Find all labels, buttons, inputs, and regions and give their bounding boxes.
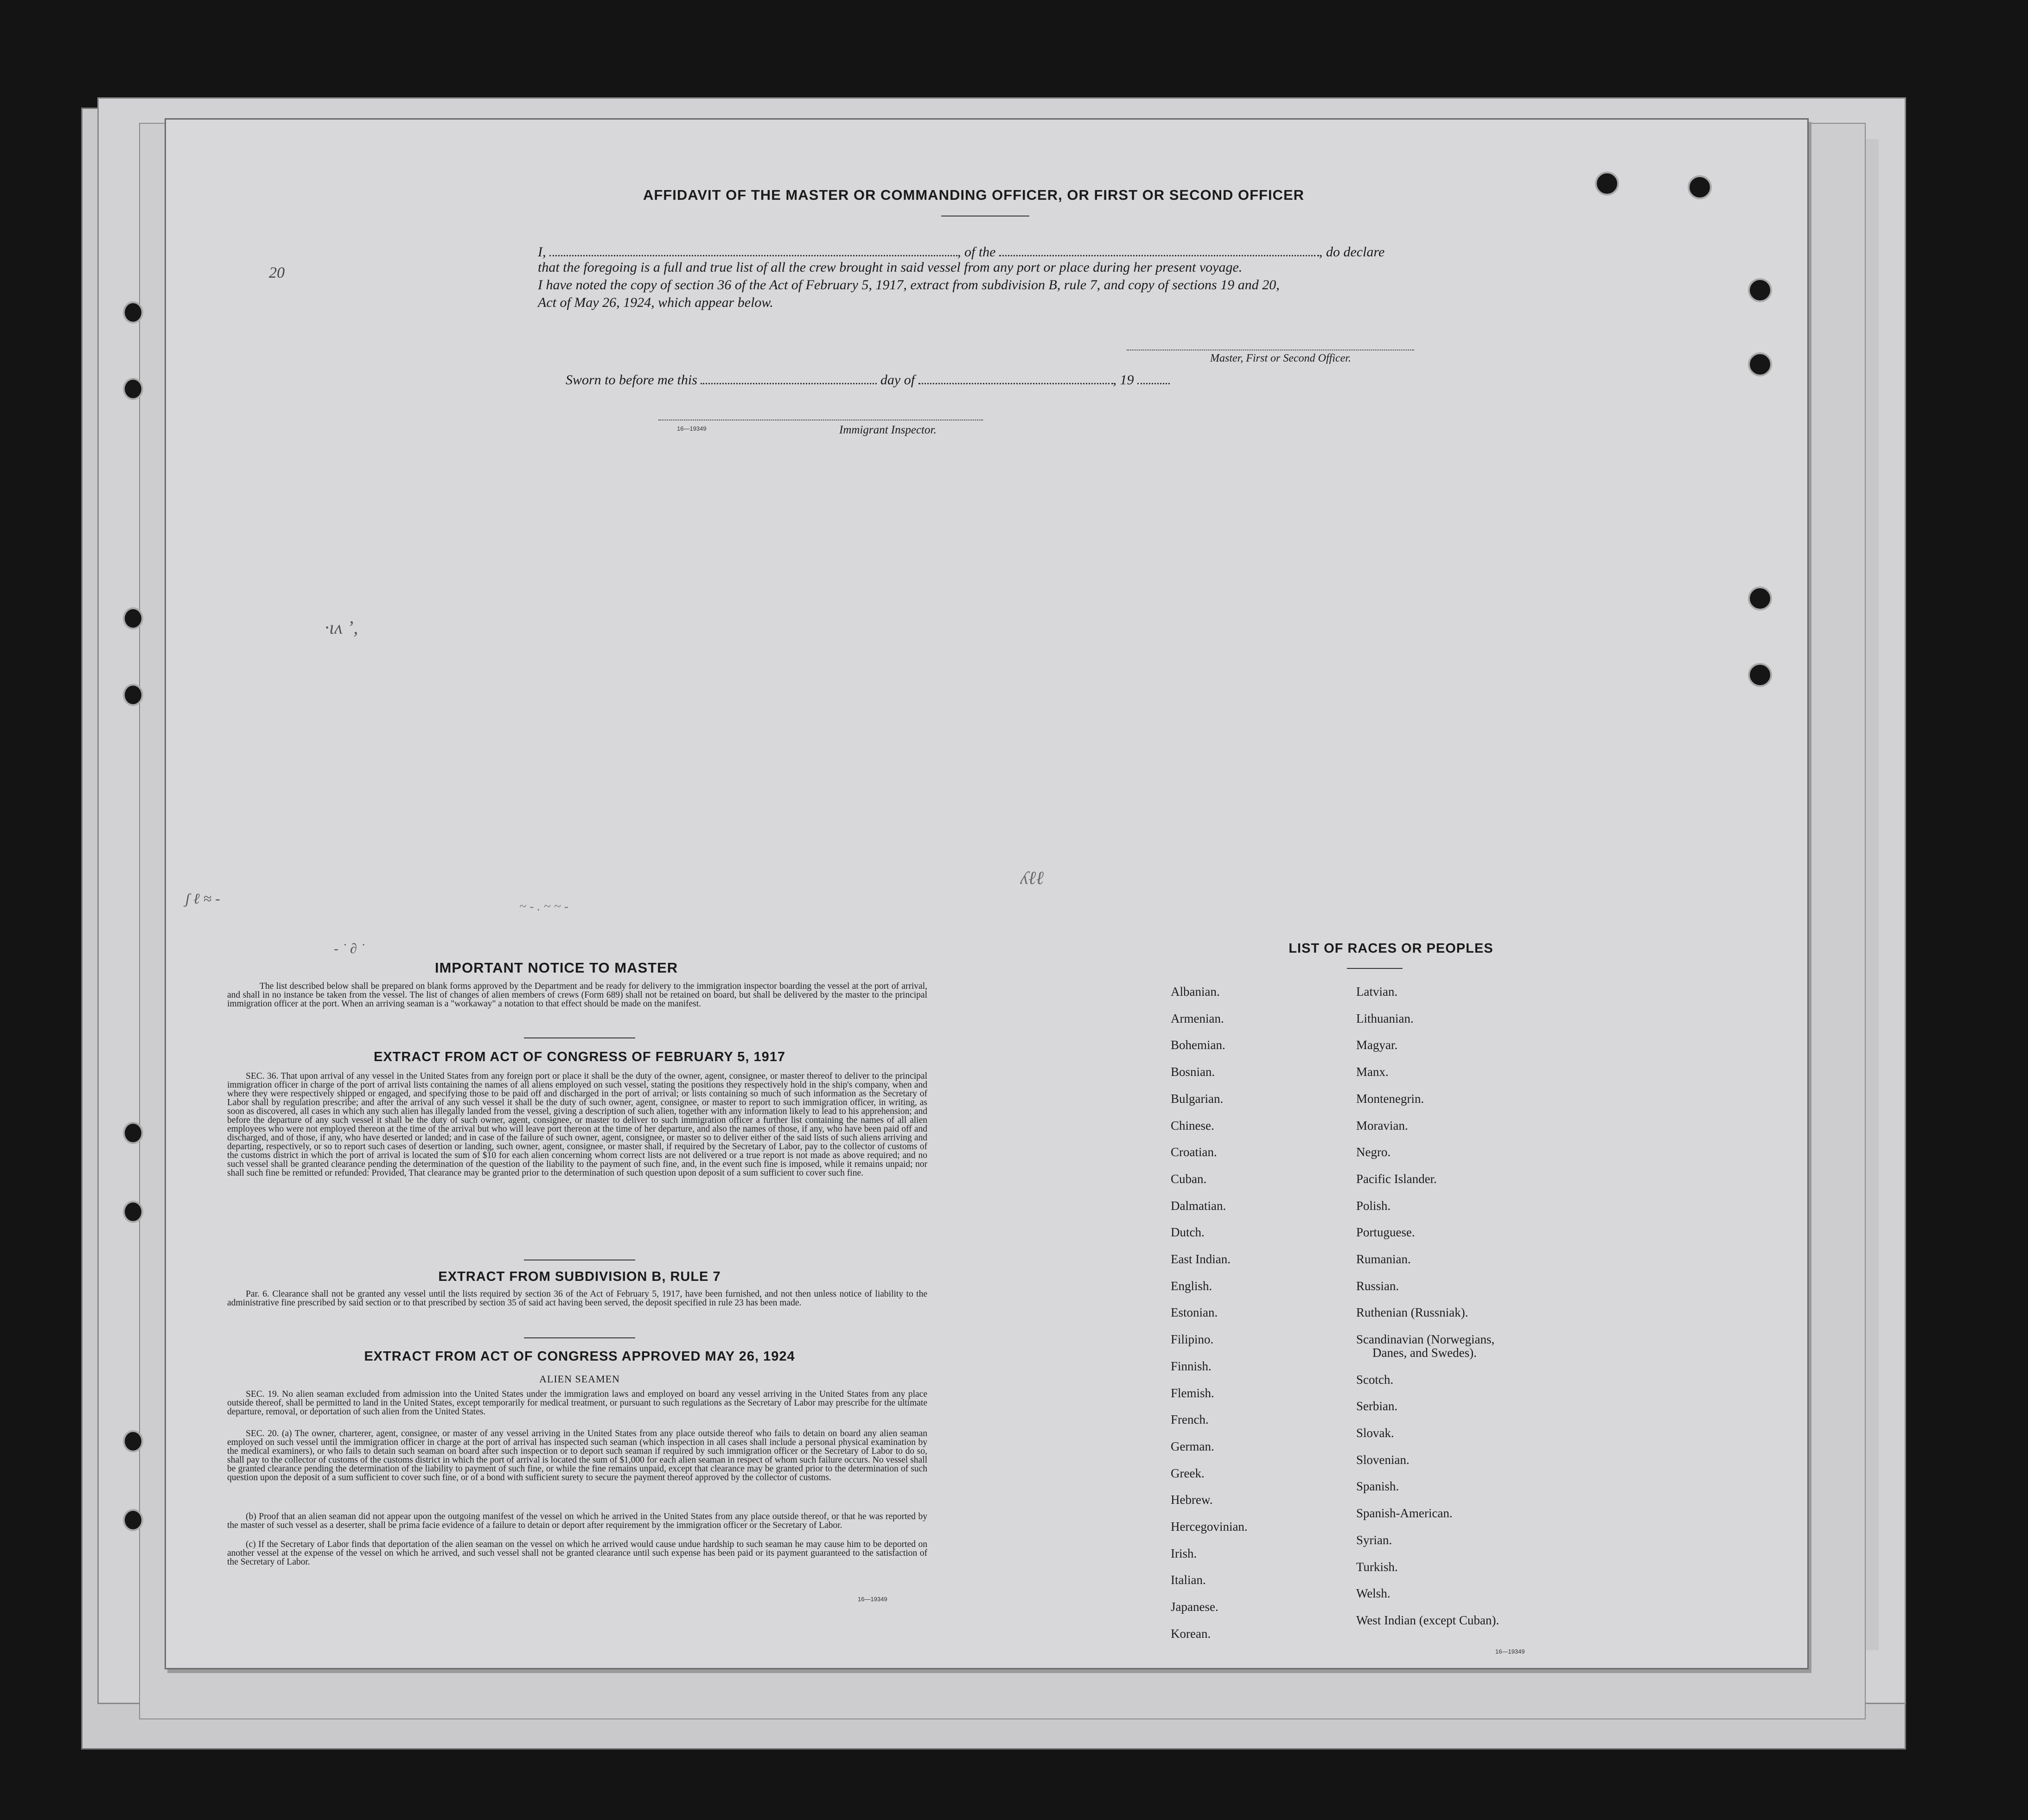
sec-20a-text: SEC. 20. (a) The owner, charterer, agent, consignee, or master of any vessel arriving in the United States from any place outside thereof who fails to detain on board any alien seaman employed on such vessel until the immigration officer in charge at the port of arrival has inspected such seaman (which inspection in all cases shall include a personal physical examination by the medical examiners), or who fails to detain such seaman on board after such inspection or to deport such seaman if required by such immigration officer or the Secretary of Labor to do so, shall pay to the collector of customs of the customs district in which the port of arrival is located the sum of $1,000 for each alien seaman in respect of whom such failure occurs. No vessel shall be granted clearance pending the determination of the liability to payment of such fine, or while the fine remains unpaid, except that clearance may be granted prior to the determination of such question upon the deposit of a sum sufficient to cover such fine, or of a bond with sufficient surety to secure the payment thereof approved by the collector of customs. <box>227 1429 927 1483</box>
form-number: 16—19349 <box>858 1596 887 1603</box>
inspector-label: Immigrant Inspector. <box>839 424 937 436</box>
master-label: Master, First or Second Officer. <box>1210 352 1351 364</box>
race-item: Estonian. <box>1171 1305 1218 1320</box>
sec-20c-text: (c) If the Secretary of Labor finds that deportation of the alien seaman on the vessel on which he arrived would cause undue hardship to such seaman he may cause him to be deported on another vessel at the expense of the vessel on which he arrived, and such vessel shall not be granted clearance until such expense has been paid or its payment guaranteed to the satisfaction of the Secretary of Labor. <box>227 1540 927 1567</box>
race-item: Dalmatian. <box>1171 1198 1226 1213</box>
race-item: Hercegovinian. <box>1171 1520 1248 1534</box>
race-item: East Indian. <box>1171 1252 1231 1266</box>
name-field[interactable] <box>549 241 957 256</box>
notice-title: IMPORTANT NOTICE TO MASTER <box>434 960 678 976</box>
races-title: LIST OF RACES OR PEOPLES <box>1288 941 1493 956</box>
race-item: Spanish-American. <box>1356 1506 1453 1521</box>
race-item: Chinese. <box>1171 1118 1214 1133</box>
affidavit-text-line: Act of May 26, 1924, which appear below. <box>538 295 773 310</box>
affidavit-i-label: I, <box>538 244 546 260</box>
affidavit-of-label: , of the <box>957 244 996 260</box>
race-item: Danes, and Swedes). <box>1372 1345 1477 1360</box>
form-number: 16—19349 <box>677 425 707 432</box>
race-item: Latvian. <box>1356 985 1398 999</box>
race-item: Slovak. <box>1356 1426 1394 1440</box>
race-item: Welsh. <box>1356 1586 1390 1601</box>
affidavit-text-line: I have noted the copy of section 36 of the Act of February 5, 1917, extract from subdivision B, rule 7, and copy of sections 19 and 20, <box>538 277 1280 293</box>
notice-text: The list described below shall be prepared on blank forms approved by the Department and be ready for delivery to the immigration inspector boarding the vessel at the port of arrival, and shall in no instance be taken from the vessel. The list of changes of alien members of crews (Form 689) shall not be retained on board, but shall be delivered by the master to the principal immigration officer at the port. When an arriving seaman is a "workaway" a notation to that effect should be made on the manifest. <box>227 981 927 1009</box>
race-item: Albanian. <box>1171 985 1220 999</box>
alien-seamen-subtitle: ALIEN SEAMEN <box>539 1373 620 1385</box>
race-item: Italian. <box>1171 1573 1206 1587</box>
race-item: Armenian. <box>1171 1011 1224 1025</box>
punch-hole <box>123 301 143 324</box>
race-item: Scandinavian (Norwegians, <box>1356 1332 1495 1347</box>
handwritten-mark: - ˙ ∂ ˙ <box>334 941 365 956</box>
punch-hole <box>1748 352 1772 376</box>
divider <box>524 1337 635 1338</box>
divider <box>524 1037 635 1038</box>
punch-hole <box>1688 175 1712 199</box>
race-item: Flemish. <box>1171 1386 1214 1400</box>
rule7-title: EXTRACT FROM SUBDIVISION B, RULE 7 <box>438 1269 721 1284</box>
race-item: Cuban. <box>1171 1171 1207 1186</box>
punch-hole <box>123 1201 143 1223</box>
rule7-text: Par. 6. Clearance shall not be granted any vessel until the lists required by section 36 of the Act of February 5, 1917, have been furnished, and not then unless notice of liability to the administrative fine prescribed by said section or to that prescribed by section 35 of said act having been served, the deposit specified in rule 23 has been made. <box>227 1289 927 1308</box>
year-label: , 19 <box>1113 372 1134 388</box>
sec-20b-text: (b) Proof that an alien seaman did not appear upon the outgoing manifest of the vessel on which he arrived in the United States from any place outside thereof, or that he was reported by the master of such vessel as a deserter, shall be prima facie evidence of a failure to detain or deport after requirement by the immigration officer or the Secretary of Labor. <box>227 1512 927 1530</box>
race-item: English. <box>1171 1279 1212 1293</box>
sworn-date-field[interactable] <box>701 369 877 384</box>
race-item: Lithuanian. <box>1356 1011 1414 1025</box>
race-item: Croatian. <box>1171 1145 1217 1159</box>
punch-hole <box>1595 172 1619 196</box>
day-of-label: day of <box>880 372 915 388</box>
extract-1924-title: EXTRACT FROM ACT OF CONGRESS APPROVED MAY 26, 1924 <box>364 1349 795 1364</box>
affidavit-title: AFFIDAVIT OF THE MASTER OR COMMANDING OFFICER, OR FIRST OR SECOND OFFICER <box>643 187 1305 203</box>
race-item: Turkish. <box>1356 1559 1398 1574</box>
race-item: German. <box>1171 1439 1214 1453</box>
race-item: Hebrew. <box>1171 1493 1213 1507</box>
race-item: Scotch. <box>1356 1372 1394 1387</box>
race-item: Manx. <box>1356 1065 1389 1079</box>
race-item: Filipino. <box>1171 1332 1214 1347</box>
race-item: Finnish. <box>1171 1359 1212 1373</box>
race-item: Syrian. <box>1356 1533 1392 1547</box>
handwritten-mark: ʎℓℓ <box>1020 867 1044 888</box>
form-number: 16—19349 <box>1495 1648 1525 1655</box>
race-item: Magyar. <box>1356 1038 1398 1052</box>
punch-hole <box>123 607 143 630</box>
month-field[interactable] <box>918 369 1113 384</box>
punch-hole <box>123 378 143 400</box>
punch-hole <box>1748 586 1772 611</box>
race-item: Slovenian. <box>1356 1452 1409 1467</box>
punch-hole <box>123 1122 143 1144</box>
race-item: Portuguese. <box>1356 1225 1415 1240</box>
race-item: Negro. <box>1356 1145 1391 1159</box>
race-item: Dutch. <box>1171 1225 1205 1240</box>
vessel-field[interactable] <box>999 241 1319 256</box>
race-item: Greek. <box>1171 1466 1205 1480</box>
race-item: Bulgarian. <box>1171 1091 1224 1106</box>
sworn-line <box>566 369 1307 388</box>
extract-1917-title: EXTRACT FROM ACT OF CONGRESS OF FEBRUARY 5, 1917 <box>373 1050 786 1064</box>
race-item: French. <box>1171 1413 1209 1427</box>
handwritten-mark: ~ - . ~ ~ - <box>519 899 569 914</box>
race-item: Rumanian. <box>1356 1252 1411 1266</box>
extract-1917-text: SEC. 36. That upon arrival of any vessel in the United States from any foreign port or place it shall be the duty of the owner, agent, consignee, or master thereof to deliver to the principal immigration officer in charge of the port of arrival lists containing the names of all aliens employed on such vessel, stating the positions they respectively hold in the ship's company, when and where they were respectively shipped or engaged, and specifying those to be paid off and discharged in the port of arrival; or lists containing so much of such information as the Secretary of Labor shall by regulation prescribe; and after the arrival of any such vessel it shall be the duty of such owner, agent, consignee, or master to report to such immigration officer, in writing, as soon as discovered, all cases in which any such alien has illegally landed from the vessel, giving a description of such alien, together with any information likely to lead to his apprehension; and before the departure of any such vessel it shall be the duty of such owner, agent, consignee, or master to deliver to such immigration officer a further list containing the names of all alien employees who were not employed thereon at the time of the arrival but who will leave port thereon at the time of her departure, and also the names of those, if any, who have been paid off and discharged, and of those, if any, who have deserted or landed; and in case of the failure of such owner, agent, consignee, or master so to deliver either of the said lists of such aliens arriving and departing, respectively, or so to report such cases of desertion or landing, such owner, agent, consignee, or master shall, if required by the Secretary of Labor, pay to the collector of customs of the customs district in which the port of arrival is located the sum of $10 for each alien concerning whom correct lists are not delivered or a true report is not made as above required; and no such vessel shall be granted clearance pending the determination of the question of the liability to the payment of such fine, and, in the event such fine is imposed, while it remains unpaid; nor shall such fine be remitted or refunded: Provided, That clearance may be granted prior to the determination of such question upon deposit of a sum sufficient to cover such fine. <box>227 1071 927 1178</box>
year-field[interactable] <box>1137 369 1170 384</box>
affidavit-declaration-line <box>538 241 1437 261</box>
handwritten-mark: ·ιʌ ʼ, <box>325 617 358 638</box>
punch-hole <box>123 1430 143 1452</box>
handwritten-mark: ʃ ℓ ≈ - <box>185 890 220 907</box>
race-item: Ruthenian (Russniak). <box>1356 1305 1468 1320</box>
punch-hole <box>123 1509 143 1531</box>
race-item: Bosnian. <box>1171 1065 1215 1079</box>
race-item: Moravian. <box>1356 1118 1408 1133</box>
race-item: Korean. <box>1171 1626 1211 1641</box>
margin-note: 20 <box>269 264 285 281</box>
punch-hole <box>123 684 143 706</box>
punch-hole <box>1748 663 1772 687</box>
sworn-label: Sworn to before me this <box>566 372 697 388</box>
affidavit-text-line: that the foregoing is a full and true list of all the crew brought in said vessel from any port or place during her present voyage. <box>538 260 1243 275</box>
punch-hole <box>1748 278 1772 302</box>
race-item: Serbian. <box>1356 1399 1398 1413</box>
race-item: Bohemian. <box>1171 1038 1225 1052</box>
race-item: Polish. <box>1356 1198 1391 1213</box>
race-item: Spanish. <box>1356 1479 1399 1494</box>
race-item: Russian. <box>1356 1279 1399 1293</box>
sec-19-text: SEC. 19. No alien seaman excluded from admission into the United States under the immigration laws and employed on board any vessel arriving in the United States from any place outside thereof, shall be permitted to land in the United States, except temporarily for medical treatment, or pursuant to such regulations as the Secretary of Labor may prescribe for the ultimate departure, removal, or deportation of such alien from the United States. <box>227 1389 927 1417</box>
affidavit-declare-label: , do declare <box>1319 244 1385 260</box>
race-item: Japanese. <box>1171 1600 1218 1614</box>
divider <box>1347 968 1403 969</box>
race-item: Montenegrin. <box>1356 1091 1424 1106</box>
race-item: West Indian (except Cuban). <box>1356 1613 1499 1627</box>
race-item: Pacific Islander. <box>1356 1171 1437 1186</box>
race-item: Irish. <box>1171 1546 1197 1560</box>
